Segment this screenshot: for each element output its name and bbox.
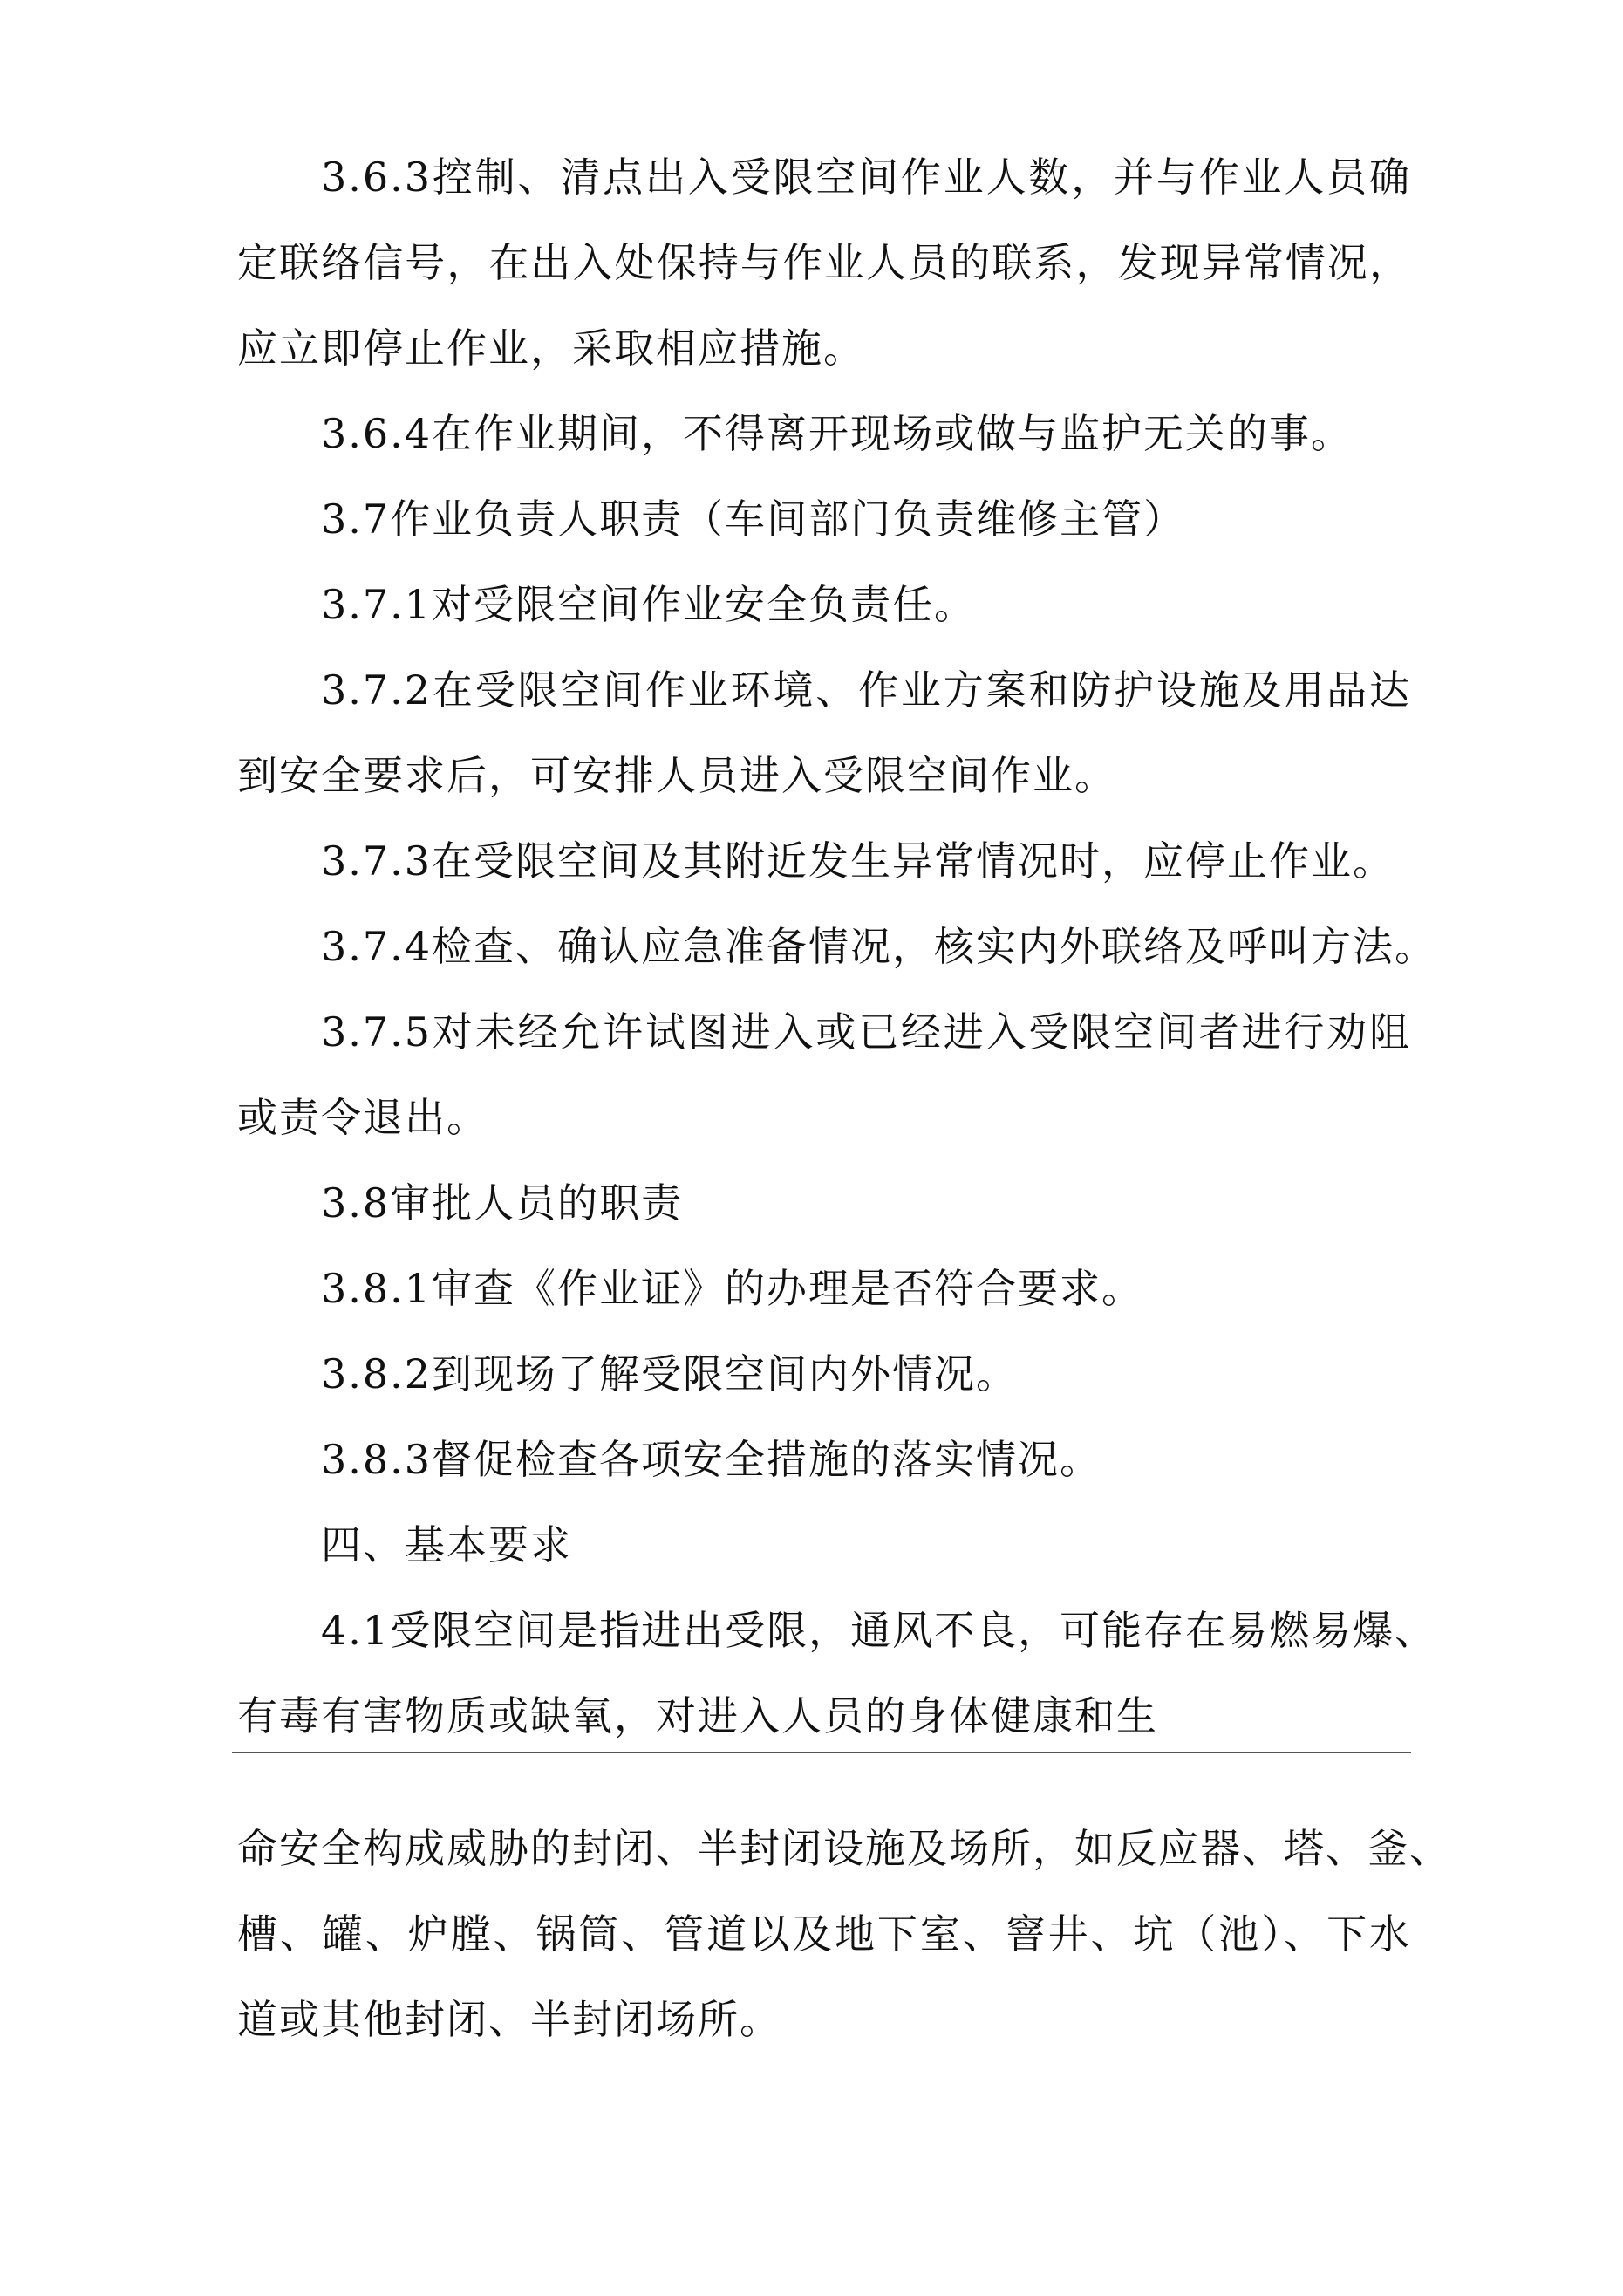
text-line: 3.7.2在受限空间作业环境、作业方案和防护设施及用品达 (321, 666, 1411, 714)
text-line: 3.7.5对未经允许试图进入或已经进入受限空间者进行劝阻 (321, 1008, 1411, 1056)
text-line: 3.8.1审查《作业证》的办理是否符合要求。 (321, 1265, 1144, 1312)
text-line: 到安全要求后，可安排人员进入受限空间作业。 (237, 752, 1116, 799)
text-line: 4.1受限空间是指进出受限，通风不良，可能存在易燃易爆、 (321, 1607, 1437, 1654)
text-line: 定联络信号，在出入处保持与作业人员的联系，发现异常情况， (237, 239, 1411, 286)
text-line: 有毒有害物质或缺氧，对进入人员的身体健康和生 (237, 1692, 1158, 1739)
text-line: 命安全构成威胁的封闭、半封闭设施及场所，如反应器、塔、釜、 (237, 1825, 1451, 1872)
text-line: 应立即停止作业，采取相应措施。 (237, 325, 865, 372)
text-line: 3.6.4在作业期间，不得离开现场或做与监护无关的事。 (321, 410, 1354, 457)
text-line: 3.8.2到现场了解受限空间内外情况。 (321, 1350, 1019, 1397)
text-line: 道或其他封闭、半封闭场所。 (237, 1996, 781, 2043)
text-line: 槽、罐、炉膛、锅筒、管道以及地下室、窨井、坑（池）、下水 (237, 1910, 1411, 1958)
text-line: 3.8审批人员的职责 (321, 1179, 684, 1227)
text-line: 3.7作业负责人职责（车间部门负责维修主管） (321, 495, 1186, 543)
text-line: 3.6.3控制、清点出入受限空间作业人数，并与作业人员确 (321, 154, 1411, 201)
page-divider (232, 1752, 1411, 1753)
text-line: 3.7.1对受限空间作业安全负责任。 (321, 581, 977, 628)
text-line: 3.7.4检查、确认应急准备情况，核实内外联络及呼叫方法。 (321, 923, 1437, 970)
text-line: 3.7.3在受限空间及其附近发生异常情况时，应停止作业。 (321, 837, 1395, 885)
text-line: 或责令退出。 (237, 1094, 488, 1141)
text-line: 3.8.3督促检查各项安全措施的落实情况。 (321, 1436, 1102, 1483)
text-line: 四、基本要求 (321, 1521, 572, 1568)
